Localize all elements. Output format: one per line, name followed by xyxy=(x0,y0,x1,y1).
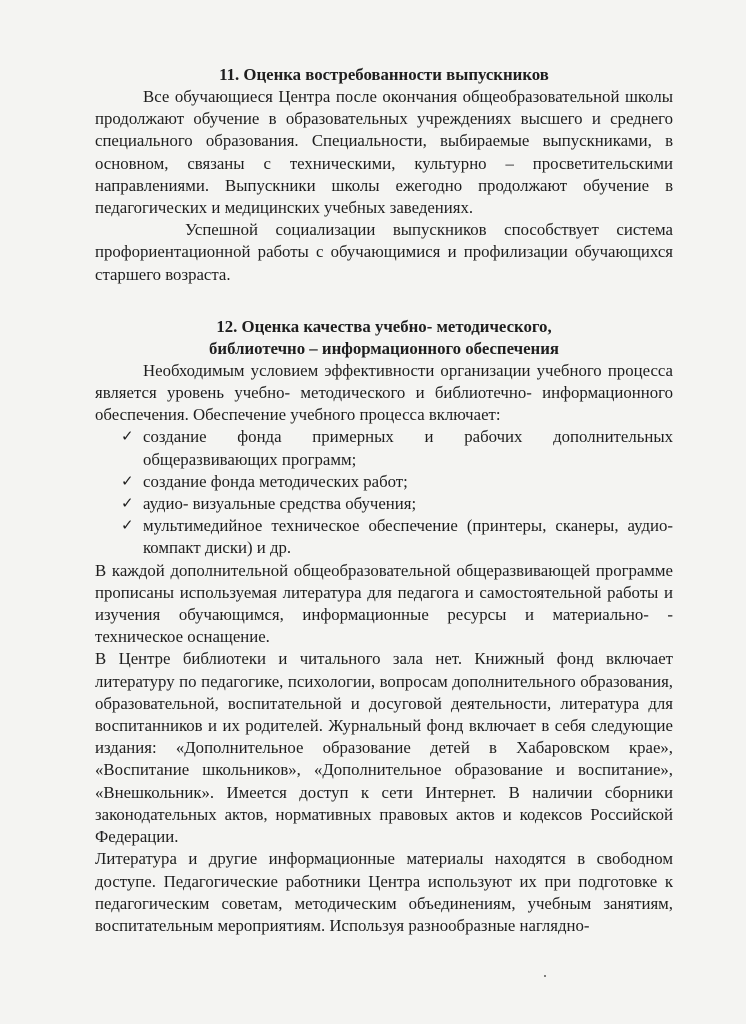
list-item-text: создание фонда примерных и рабочих дополнительных общеразвивающих программ; xyxy=(143,427,673,469)
section-12-title-line-1: 12. Оценка качества учебно- методического, xyxy=(216,316,552,336)
list-item xyxy=(121,493,673,515)
scan-speck xyxy=(544,975,546,977)
section-12-paragraph-programs: В каждой дополнительной общеобразовательной общеразвивающей программе прописаны используемая литература для педагога и самостоятельной работы и изучения обучающимся, информационные ресурсы и материально- - техническое оснащение. xyxy=(95,560,673,647)
section-11-title: 11. Оценка востребованности выпускников xyxy=(219,65,549,84)
check-mark-icon: ✓ xyxy=(121,473,134,490)
check-mark-icon: ✓ xyxy=(121,496,134,513)
list-item-text: мультимедийное техническое обеспечение (принтеры, сканеры, аудио- компакт диски) и др. xyxy=(143,516,673,558)
list-item xyxy=(121,426,673,470)
section-12-title-line-2: библиотечно – информационного обеспечения xyxy=(209,338,559,358)
section-11-paragraph-2: Успешной социализации выпускников способствует система профориентационной работы с обучающимися и профилизации обучающихся старшего возраста. xyxy=(95,220,673,284)
section-12-paragraph-library: В Центре библиотеки и читального зала нет. Книжный фонд включает литературу по педагогике, психологии, вопросам дополнительного образования, образовательной, воспитательной и досуговой деятельности, литература для воспитанников и их родителей. Журнальный фонд включает в себя следующие издания: «Дополнительное образование детей в Хабаровском крае», «Воспитание школьников», «Дополнительное образование и воспитание», «Внешкольник». Имеется доступ к сети Интернет. В наличии сборники законодательных актов, нормативных правовых актов и кодексов Российской Федерации. xyxy=(95,649,673,847)
list-item xyxy=(121,515,673,559)
list-item-text: аудио- визуальные средства обучения; xyxy=(143,494,417,514)
list-item-text: создание фонда методических работ; xyxy=(143,471,408,491)
check-mark-icon: ✓ xyxy=(121,429,134,446)
section-11-paragraph-1: Все обучающиеся Центра после окончания общеобразовательной школы продолжают обучение в образовательных учреждениях высшего и среднего специального образования. Специальности, выбираемые выпускниками, в основном, связаны с техническими, культурно – просветительскими направлениями. Выпускники школы ежегодно продолжают обучение в педагогических и медицинских учебных заведениях. xyxy=(95,87,673,218)
section-spacer xyxy=(95,286,673,316)
check-mark-icon: ✓ xyxy=(121,518,134,535)
document-page xyxy=(95,64,673,937)
section-12-paragraph-access: Литература и другие информационные материалы находятся в свободном доступе. Педагогические работники Центра используют их при подготовке к педагогическим советам, методическим объединениям, учебным занятиям, воспитательным мероприятиям. Используя разнообразные наглядно- xyxy=(95,849,673,935)
list-item xyxy=(121,471,673,493)
section-12-intro: Необходимым условием эффективности организации учебного процесса является уровень учебно- методического и библиотечно- информационного обеспечения. Обеспечение учебного процесса включает: xyxy=(95,360,673,425)
provision-list xyxy=(95,426,673,559)
